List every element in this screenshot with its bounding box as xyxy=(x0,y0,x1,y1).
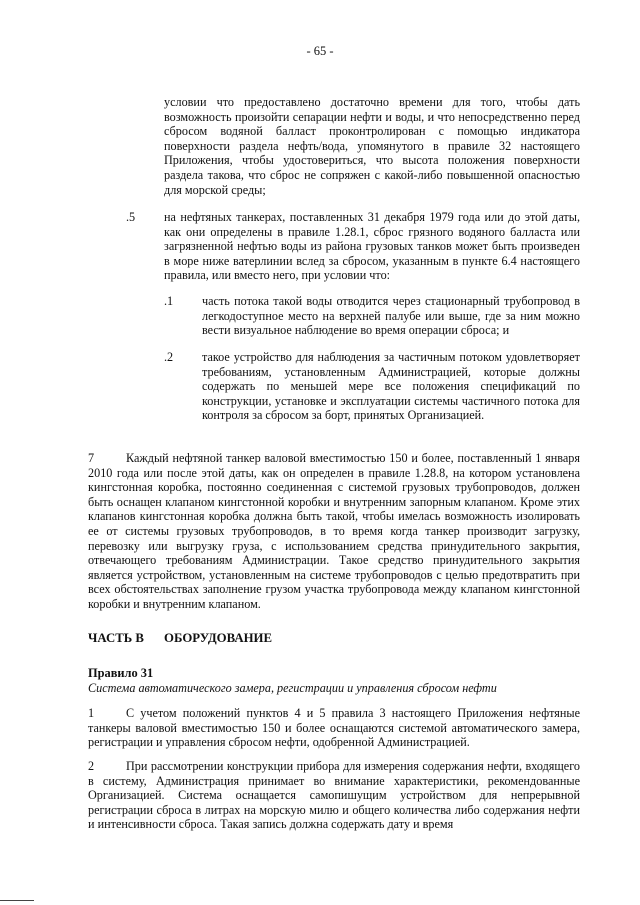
subitem-2-text: такое устройство для наблюдения за частичным потоком удовлетворяет требованиям, установленным Администрацией, которые должны содержать по меньшей мере все положения спецификаций по конструкции, установке и эксплуатации системы частичного потока для контроля за сбросом за борт, принятых Организацией. xyxy=(202,350,580,423)
rule-paragraph-2-label: 2 xyxy=(88,759,95,773)
rule-paragraph-1-text: С учетом положений пунктов 4 и 5 правила 3 настоящего Приложения нефтяные танкеры валовой вместимостью 150 и более оснащаются системой автоматического замера, регистрации и управления сбросом нефти, одобренной Администрацией. xyxy=(88,706,580,750)
part-title: ОБОРУДОВАНИЕ xyxy=(164,631,273,645)
rule-paragraph-1-label: 1 xyxy=(88,706,95,720)
subitem-1-text: часть потока такой воды отводится через стационарный трубопровод в легкодоступное место на верхней палубе или выше, где за ним можно вести визуальное наблюдение во время операции сброса; и xyxy=(202,294,580,338)
item-5-text: на нефтяных танкерах, поставленных 31 декабря 1979 года или до этой даты, как они определены в правиле 1.28.1, сброс грязного водяного балласта или загрязненной нефтью воды из района грузовых танков может быть произведен в море ниже ватерлинии вслед за сбросом, указанным в пункте 6.4 настоящего правила, или вместо него, при условии что: xyxy=(164,210,580,283)
rule-paragraph-2-text: При рассмотрении конструкции прибора для измерения содержания нефти, входящего в систему, Администрация принимает во внимание характеристики, рекомендованные Организацией. Система оснащается самопишущим устройством для непрерывной регистрации сброса в литрах на морскую милю и общего количества либо содержания нефти и интенсивности сброса. Такая запись должна содержать дату и время xyxy=(88,759,580,832)
page-number: - 65 - xyxy=(306,44,334,58)
subitem-1-label: .1 xyxy=(164,294,174,308)
paragraph-continued: условии что предоставлено достаточно времени для того, чтобы дать возможность произойти сепарации нефти и воды, и что непосредственно перед сбросом водяной балласт проконтролирован с помощью индикатора поверхности раздела нефть/вода, упомянутого в правиле 32 настоящего Приложения, чтобы удостовериться, что высота положения поверхности раздела такова, что сброс не сопряжен с какой-либо повышенной опасностью для морской среды; xyxy=(164,95,580,197)
item-5-label: .5 xyxy=(126,210,136,224)
subitem-2-label: .2 xyxy=(164,350,174,364)
footnote-rule xyxy=(0,900,34,901)
part-label: ЧАСТЬ B xyxy=(88,631,144,645)
paragraph-7-text: Каждый нефтяной танкер валовой вместимостью 150 и более, поставленный 1 января 2010 года или после этой даты, как он определен в правиле 1.28.8, на котором установлена кингстонная коробка, постоянно соединенная с системой грузовых трубопроводов, должен быть оснащен клапаном кингстонной коробки и внутренним запорным клапаном. Кроме этих клапанов кингстонная коробка должна быть такой, чтобы имелась возможность изолировать ее от системы грузовых трубопроводов, в то время когда танкер производит загрузку, перевозку или выгрузку груза, с использованием средства принудительного закрытия, отвечающего требованиям Администрации. Такое средство принудительного закрытия является устройством, установленным на системе трубопроводов с целью предотвратить при всех обстоятельствах заполнение грузом участка трубопровода между клапаном кингстонной коробки и внутренним клапаном. xyxy=(88,451,580,611)
rule-title: Правило 31 xyxy=(88,666,154,680)
paragraph-7-label: 7 xyxy=(88,451,95,465)
rule-subtitle: Система автоматического замера, регистрации и управления сбросом нефти xyxy=(88,681,497,695)
